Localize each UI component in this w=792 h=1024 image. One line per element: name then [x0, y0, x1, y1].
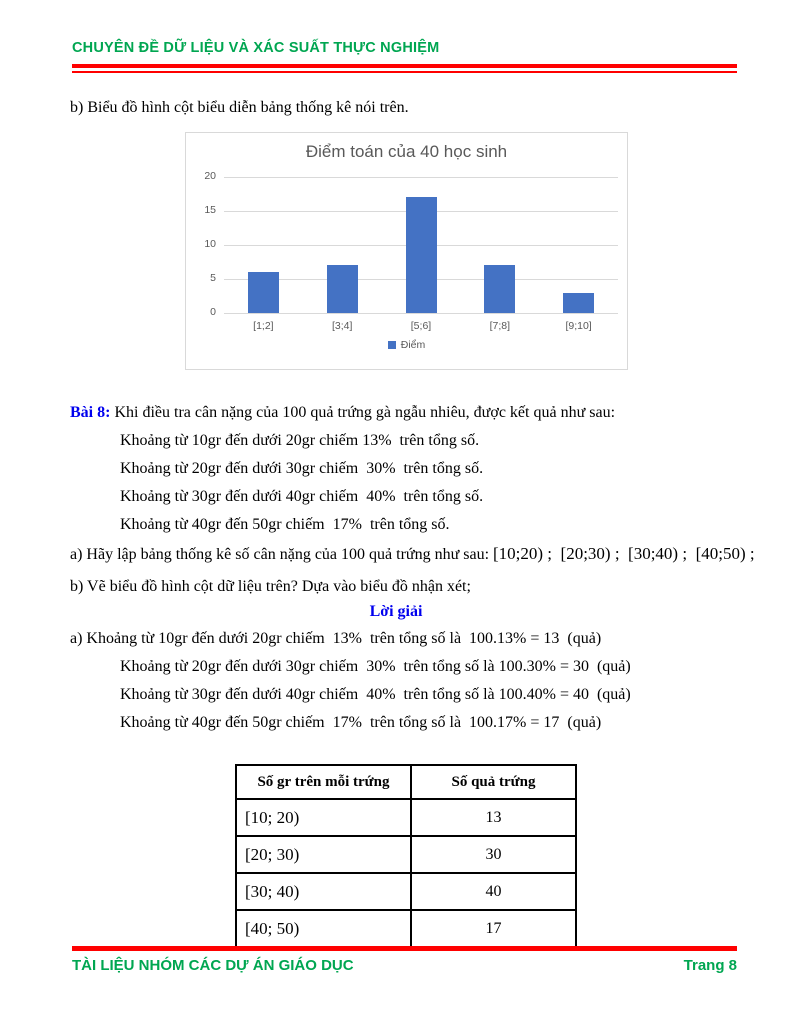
x-axis-tick-label: [3;4]	[331, 320, 353, 332]
count-cell: 17	[411, 910, 576, 947]
fact-line: Khoảng từ 10gr đến dưới 20gr chiếm 13% trên tổng số.	[120, 432, 480, 449]
y-axis-tick-label: 0	[210, 306, 216, 318]
facts-list	[120, 427, 483, 539]
interval-cell: [20; 30)	[236, 836, 411, 873]
table-row	[236, 910, 576, 947]
y-axis-tick-label: 10	[204, 238, 216, 250]
question-a	[70, 544, 755, 564]
table-header-cell: Số gr trên mỗi trứng	[236, 765, 411, 799]
bar-[7;8]	[484, 265, 515, 313]
paragraph-b-caption: b) Biểu đồ hình cột biểu diễn bảng thống kê nói trên.	[70, 99, 409, 116]
question-b: b) Vẽ biểu đồ hình cột dữ liệu trên? Dựa vào biểu đồ nhận xét;	[70, 578, 471, 595]
solution-line: a) Khoảng từ 10gr đến dưới 20gr chiếm 13% trên tổng số là 100.13% = 13 (quả)	[70, 630, 602, 647]
page-header-title: CHUYÊN ĐỀ DỮ LIỆU VÀ XÁC SUẤT THỰC NGHIỆM	[72, 40, 440, 56]
bai8-intro-text: Khi điều tra cân nặng của 100 quả trứng gà ngẫu nhiêu, được kết quả như sau:	[110, 404, 616, 421]
solution-line: Khoảng từ 30gr đến dưới 40gr chiếm 40% trên tổng số là 100.40% = 40 (quả)	[120, 686, 631, 703]
x-axis-tick-label: [1;2]	[253, 320, 274, 332]
legend-square-icon	[388, 341, 396, 349]
y-axis-tick-label: 15	[204, 204, 216, 216]
chart-title: Điểm toán của 40 học sinh	[305, 142, 508, 161]
bai8-paragraph	[70, 404, 615, 422]
count-cell: 40	[411, 873, 576, 910]
gridline	[224, 313, 618, 314]
legend-label: Điểm	[400, 339, 426, 351]
x-axis-tick-label: [5;6]	[410, 320, 432, 332]
table-row	[236, 873, 576, 910]
bar-[5;6]	[406, 197, 437, 313]
solution-heading: Lời giải	[369, 603, 423, 620]
interval-cell: [10; 20)	[236, 799, 411, 836]
fact-line: Khoảng từ 40gr đến 50gr chiếm 17% trên tổng số.	[120, 516, 450, 533]
interval-cell: [40; 50)	[236, 910, 411, 947]
count-cell: 13	[411, 799, 576, 836]
table-header-cell: Số quả trứng	[411, 765, 576, 799]
y-axis-tick-label: 20	[204, 170, 216, 182]
table-row	[236, 799, 576, 836]
bai8-label: Bài 8:	[70, 404, 111, 421]
bar-[1;2]	[248, 272, 279, 313]
table-body	[236, 799, 576, 947]
chart-legend	[186, 339, 627, 351]
footer-page-number: Trang 8	[683, 957, 737, 974]
table-row	[236, 836, 576, 873]
eggs-table	[235, 764, 577, 948]
interval-cell: [30; 40)	[236, 873, 411, 910]
footer-left-text: TÀI LIỆU NHÓM CÁC DỰ ÁN GIÁO DỤC	[72, 957, 354, 974]
gridline	[224, 177, 618, 178]
page-footer	[72, 957, 737, 974]
solution-line: Khoảng từ 20gr đến dưới 30gr chiếm 30% trên tổng số là 100.30% = 30 (quả)	[120, 658, 631, 675]
fact-line: Khoảng từ 20gr đến dưới 30gr chiếm 30% trên tổng số.	[120, 460, 484, 477]
footer-red-rule	[72, 946, 737, 951]
solutions-list	[70, 625, 631, 737]
bar-chart	[185, 132, 628, 370]
bar-[3;4]	[327, 265, 358, 313]
table-header-row	[236, 765, 576, 799]
question-a-intervals: [10;20) ; [20;30) ; [30;40) ; [40;50) ;	[493, 544, 755, 563]
x-axis-tick-label: [9;10]	[565, 320, 592, 332]
question-a-text: a) Hãy lập bảng thống kê số cân nặng của 100 quả trứng như sau:	[70, 546, 494, 563]
bar-[9;10]	[563, 293, 594, 313]
count-cell: 30	[411, 836, 576, 873]
solution-line: Khoảng từ 40gr đến 50gr chiếm 17% trên tổng số là 100.17% = 17 (quả)	[120, 714, 602, 731]
header-red-rule	[72, 64, 737, 73]
y-axis-tick-label: 5	[210, 272, 216, 284]
x-axis-tick-label: [7;8]	[489, 320, 510, 332]
fact-line: Khoảng từ 30gr đến dưới 40gr chiếm 40% trên tổng số.	[120, 488, 484, 505]
